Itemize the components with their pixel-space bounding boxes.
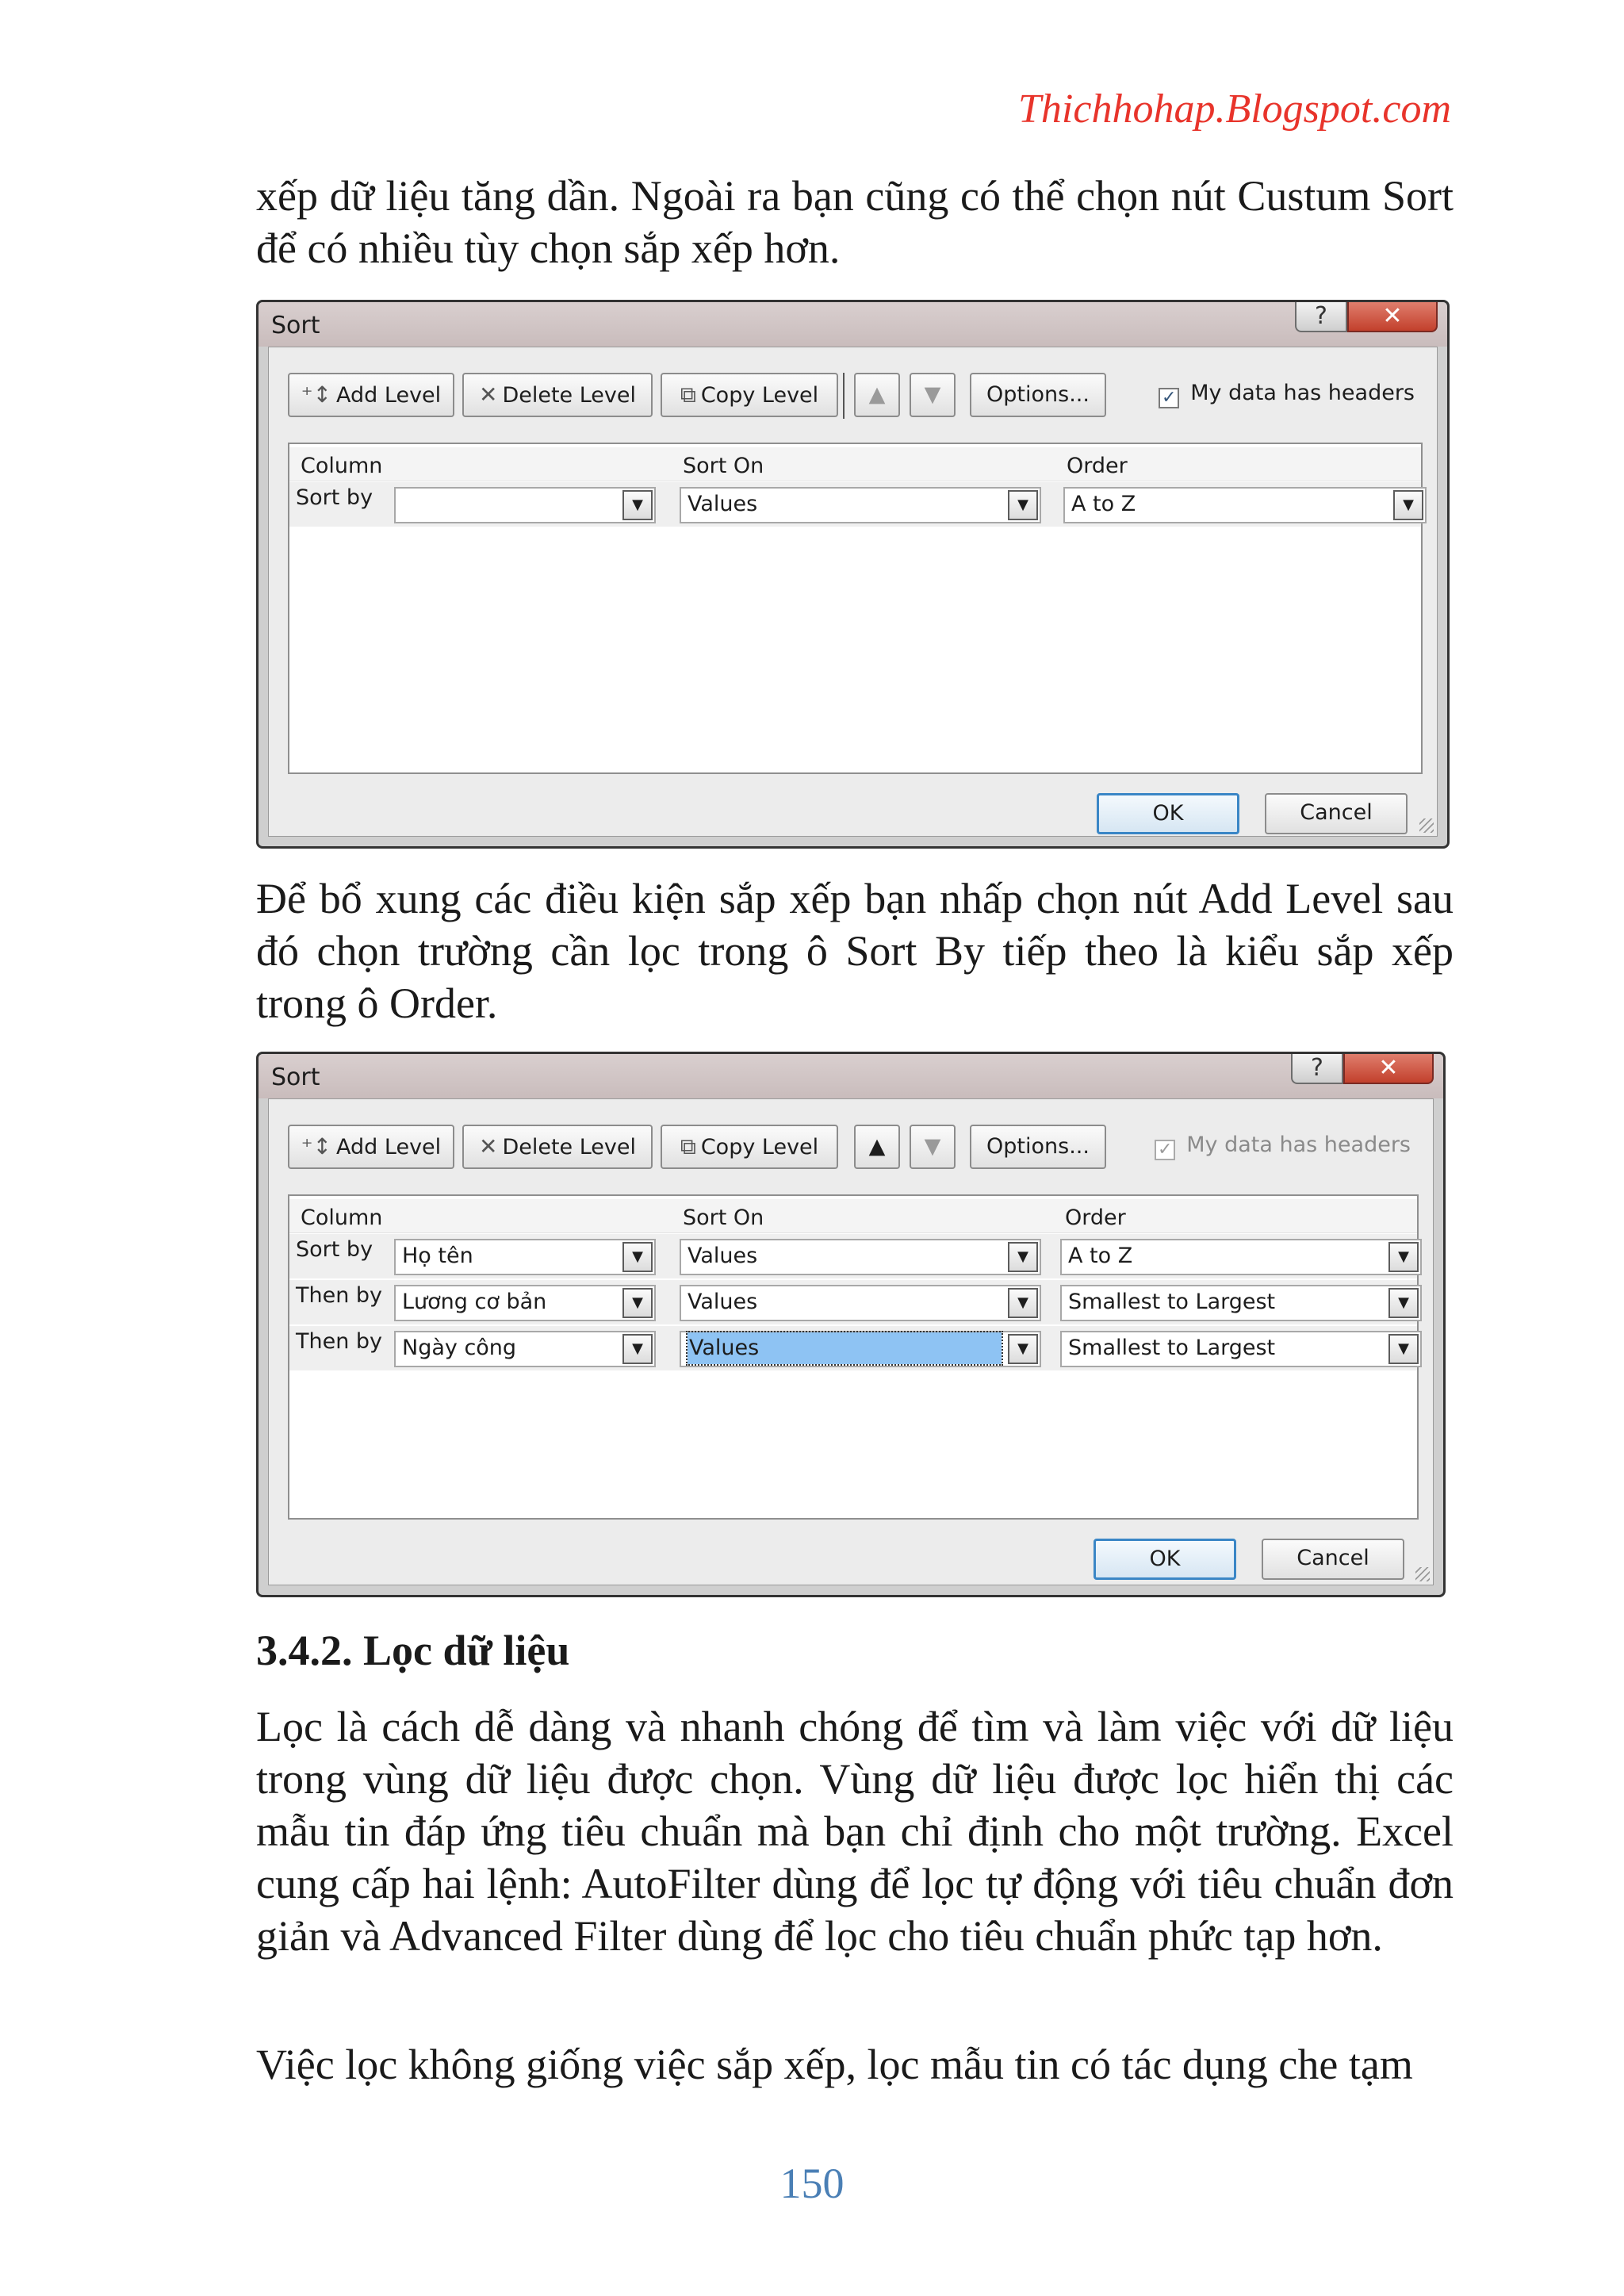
chevron-down-icon[interactable]: ▼ [1393, 490, 1423, 520]
options-button[interactable]: Options... [970, 1125, 1106, 1169]
order-value: Smallest to Largest [1068, 1290, 1276, 1314]
headers-checkbox: ✓ [1155, 1140, 1175, 1160]
move-up-button[interactable] [854, 1125, 900, 1169]
grid-header [289, 1199, 1417, 1233]
copy-level-label: Copy Level [700, 1135, 819, 1159]
chevron-down-icon[interactable]: ▼ [1008, 1242, 1038, 1272]
delete-level-button[interactable] [462, 373, 653, 417]
order-header: Order [1067, 454, 1128, 478]
chevron-down-icon[interactable]: ▼ [1388, 1242, 1419, 1272]
sort-on-value: Values [688, 1332, 1002, 1364]
order-select[interactable] [1063, 487, 1427, 523]
copy-icon: ⧉ [680, 1133, 696, 1159]
delete-level-label: Delete Level [502, 1135, 637, 1159]
sort-on-select[interactable] [680, 487, 1041, 523]
sort-on-header: Sort On [683, 1205, 764, 1230]
copy-icon: ⧉ [680, 381, 696, 408]
cancel-button[interactable]: Cancel [1262, 1539, 1404, 1580]
close-button[interactable]: ✕ [1343, 1054, 1434, 1084]
options-button[interactable]: Options... [970, 373, 1106, 417]
add-level-label: Add Level [336, 1135, 442, 1159]
chevron-down-icon[interactable]: ▼ [1388, 1288, 1419, 1318]
paragraph-intro: xếp dữ liệu tăng dần. Ngoài ra bạn cũng có thể chọn nút Custum Sort để có nhiều tùy chọn sắp xếp hơn. [256, 172, 1454, 272]
resize-grip[interactable] [1415, 1567, 1430, 1581]
add-level-button[interactable] [288, 1125, 454, 1169]
column-value: Lương cơ bản [402, 1290, 547, 1314]
chevron-down-icon[interactable]: ▼ [1008, 490, 1038, 520]
paragraph-filter-note: Việc lọc không giống việc sắp xếp, lọc mẫu tin có tác dụng che tạm [256, 2041, 1413, 2088]
sort-levels-grid [288, 443, 1423, 774]
sort-level-row[interactable] [289, 482, 1421, 527]
delete-level-label: Delete Level [502, 383, 637, 408]
order-header: Order [1065, 1205, 1126, 1230]
chevron-down-icon[interactable]: ▼ [1388, 1334, 1419, 1364]
row-label: Sort by [296, 485, 373, 510]
headers-checkbox-row[interactable] [1159, 381, 1415, 408]
ok-button[interactable]: OK [1094, 1539, 1236, 1580]
sort-level-row[interactable] [289, 1234, 1417, 1278]
order-value: Smallest to Largest [1068, 1336, 1276, 1360]
help-button[interactable]: ? [1295, 302, 1347, 332]
dialog-title: Sort [271, 312, 320, 339]
sort-level-row-selected[interactable] [289, 1326, 1417, 1370]
sort-on-value: Values [688, 1290, 758, 1314]
column-select[interactable] [394, 487, 656, 523]
cancel-button[interactable]: Cancel [1265, 793, 1408, 834]
order-value: A to Z [1068, 1244, 1133, 1268]
x-icon: ✕ [478, 381, 498, 408]
sort-on-select[interactable] [680, 1331, 1041, 1367]
headers-checkbox-label: My data has headers [1190, 381, 1415, 405]
chevron-down-icon[interactable]: ▼ [622, 490, 653, 520]
dialog-titlebar [259, 302, 1447, 347]
column-select[interactable] [394, 1331, 656, 1367]
page-number: 150 [779, 2160, 845, 2207]
resize-grip[interactable] [1419, 818, 1434, 833]
order-select[interactable] [1060, 1239, 1422, 1275]
order-select[interactable] [1060, 1331, 1422, 1367]
column-value: Họ tên [402, 1244, 473, 1268]
column-header: Column [301, 1205, 383, 1230]
column-value: Ngày công [402, 1336, 517, 1360]
column-header: Column [301, 454, 383, 478]
chevron-down-icon[interactable]: ▼ [622, 1288, 653, 1318]
move-down-button[interactable] [910, 1125, 956, 1169]
grid-header [289, 447, 1421, 481]
arrow-down-icon: ▼ [924, 1134, 941, 1159]
sort-az-plus-icon: ⁺↕ [301, 381, 332, 408]
copy-level-label: Copy Level [700, 383, 819, 408]
sort-dialog-1 [256, 300, 1450, 849]
copy-level-button[interactable] [661, 373, 838, 417]
dialog-titlebar [259, 1054, 1443, 1098]
sort-level-row[interactable] [289, 1280, 1417, 1324]
headers-checkbox[interactable]: ✓ [1159, 388, 1179, 408]
headers-checkbox-label: My data has headers [1186, 1133, 1411, 1157]
column-select[interactable] [394, 1239, 656, 1275]
delete-level-button[interactable] [462, 1125, 653, 1169]
section-heading: 3.4.2. Lọc dữ liệu [256, 1627, 570, 1674]
close-button[interactable]: ✕ [1347, 302, 1438, 332]
help-button[interactable]: ? [1291, 1054, 1343, 1084]
chevron-down-icon[interactable]: ▼ [1008, 1334, 1038, 1364]
dialog-title: Sort [271, 1064, 320, 1091]
ok-button[interactable]: OK [1097, 793, 1239, 834]
add-level-button[interactable] [288, 373, 454, 417]
sort-on-value: Values [688, 492, 758, 516]
blog-watermark: Thichhohap.Blogspot.com [1018, 86, 1451, 132]
sort-az-plus-icon: ⁺↕ [301, 1133, 332, 1159]
sort-dialog-2 [256, 1052, 1446, 1597]
sort-on-value: Values [688, 1244, 758, 1268]
chevron-down-icon[interactable]: ▼ [622, 1242, 653, 1272]
arrow-down-icon: ▼ [924, 382, 941, 407]
sort-on-select[interactable] [680, 1239, 1041, 1275]
headers-checkbox-row [1155, 1133, 1411, 1160]
row-label: Then by [296, 1329, 383, 1354]
row-label: Sort by [296, 1237, 373, 1262]
sort-on-select[interactable] [680, 1285, 1041, 1321]
toolbar-divider [843, 373, 845, 419]
move-up-button[interactable] [854, 373, 900, 417]
row-label: Then by [296, 1283, 383, 1308]
order-value: A to Z [1071, 492, 1136, 516]
move-down-button[interactable] [910, 373, 956, 417]
column-select[interactable] [394, 1285, 656, 1321]
paragraph-filter-intro: Lọc là cách dễ dàng và nhanh chóng để tìm và làm việc với dữ liệu trong vùng dữ liệu được chọn. Vùng dữ liệu được lọc hiển thị các mẫu tin đáp ứng tiêu chuẩn mà bạn chỉ định cho một trường. Excel cung cấp hai lệnh: AutoFilter dùng để lọc tự động với tiêu chuẩn đơn giản và Advanced Filter dùng để lọc cho tiêu chuẩn phức tạp hơn. [256, 1703, 1454, 1960]
chevron-down-icon[interactable]: ▼ [1008, 1288, 1038, 1318]
paragraph-add-level: Để bổ xung các điều kiện sắp xếp bạn nhấp chọn nút Add Level sau đó chọn trường cần lọc trong ô Sort By tiếp theo là kiểu sắp xếp trong ô Order. [256, 875, 1454, 1027]
copy-level-button[interactable] [661, 1125, 838, 1169]
sort-levels-grid [288, 1194, 1419, 1520]
x-icon: ✕ [478, 1133, 498, 1159]
sort-on-header: Sort On [683, 454, 764, 478]
order-select[interactable] [1060, 1285, 1422, 1321]
add-level-label: Add Level [336, 383, 442, 408]
chevron-down-icon[interactable]: ▼ [622, 1334, 653, 1364]
arrow-up-icon: ▲ [868, 1134, 886, 1159]
arrow-up-icon: ▲ [868, 382, 886, 407]
